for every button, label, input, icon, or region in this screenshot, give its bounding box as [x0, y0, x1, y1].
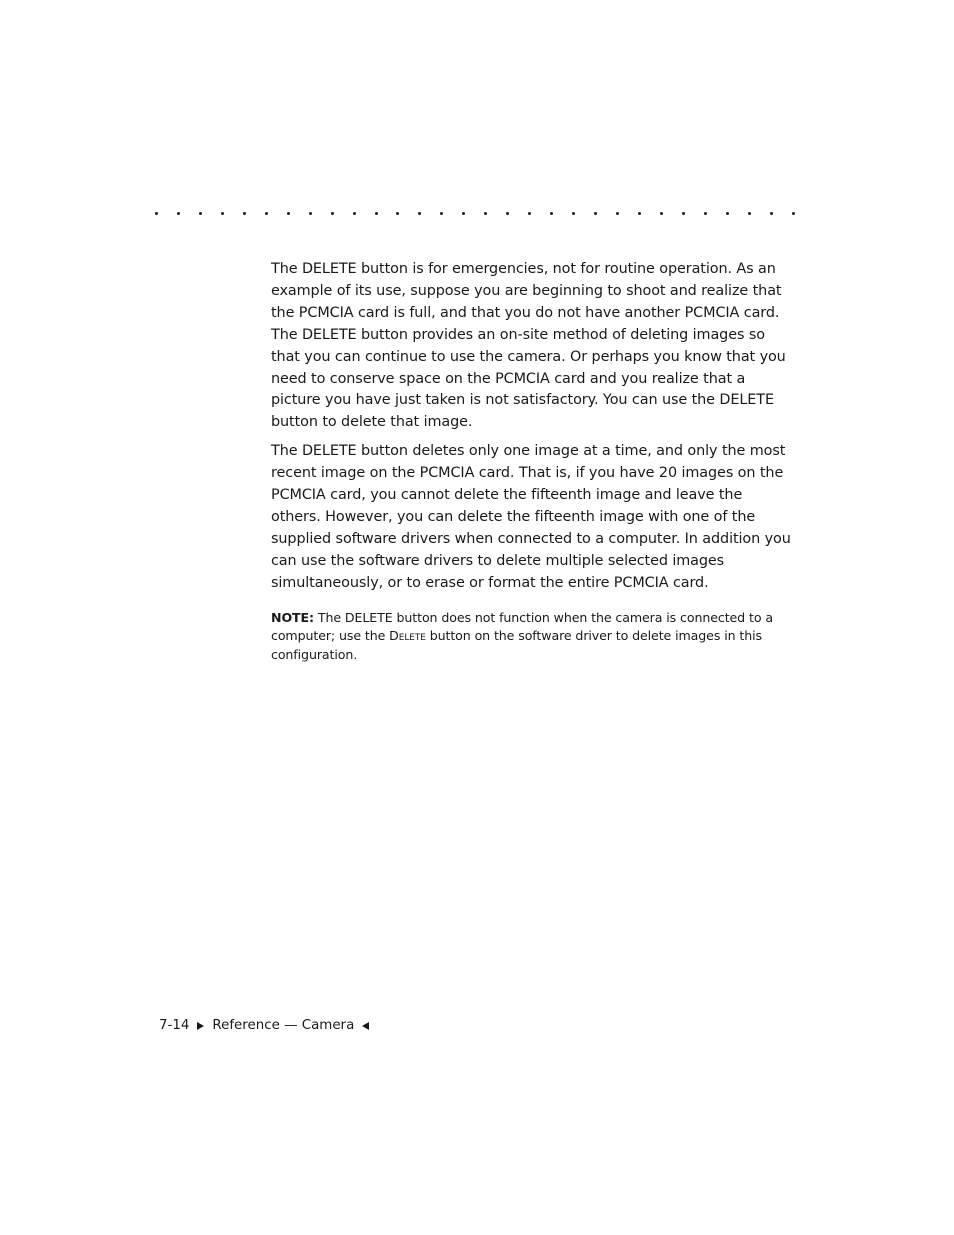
- page-footer: [159, 1016, 377, 1036]
- rule-dot: [199, 212, 202, 215]
- paragraph-delete-purpose: The DELETE button is for emergencies, not for routine operation. As an example of its use, suppose you are beginning to shoot and realize that the PCMCIA card is full, and that you do not have another PCMCIA card. The DELETE button provides an on-site method of deleting images so that you can continue to use the camera. Or perhaps you know that you need to conserve space on the PCMCIA card and you realize that a picture you have just taken is not satisfactory. You can use the DELETE button to delete that image.: [271, 261, 786, 431]
- note-text-before: The DELETE button does not function when the camera is connected to a computer; use the: [271, 609, 773, 644]
- page-number: 7-14: [159, 1018, 190, 1033]
- rule-dot: [484, 212, 487, 215]
- rule-dot: [528, 212, 531, 215]
- footer-section-title: Reference — Camera: [212, 1018, 355, 1033]
- rule-dot: [792, 212, 795, 215]
- rule-dot: [550, 212, 553, 215]
- note-label: NOTE:: [271, 609, 314, 625]
- note-text-after: button on the software driver to delete images in this configuration.: [271, 628, 762, 662]
- rule-dot: [572, 212, 575, 215]
- rule-dot: [770, 212, 773, 215]
- rule-dot: [177, 212, 180, 215]
- rule-dot: [221, 212, 224, 215]
- rule-dot: [375, 212, 378, 215]
- paragraph-delete-limits: The DELETE button deletes only one image at a time, and only the most recent image on the PCMCIA card. That is, if you have 20 images on the PCMCIA card, you cannot delete the fifteenth image and leave the others. However, you can delete the fifteenth image with one of the supplied software drivers when connected to a computer. In addition you can use the software drivers to delete multiple selected images simultaneously, or to erase or format the entire PCMCIA card.: [271, 443, 791, 591]
- note: [271, 609, 795, 665]
- rule-dot: [243, 212, 246, 215]
- rule-dot: [309, 212, 312, 215]
- rule-dot: [396, 212, 399, 215]
- rule-dot: [331, 212, 334, 215]
- rule-dot: [638, 212, 641, 215]
- rule-dot: [440, 212, 443, 215]
- rule-dot: [287, 212, 290, 215]
- rule-dot: [660, 212, 663, 215]
- rule-dot: [155, 212, 158, 215]
- rule-dot: [682, 212, 685, 215]
- rule-dot: [353, 212, 356, 215]
- triangle-right-icon: [197, 1022, 204, 1030]
- rule-dot: [462, 212, 465, 215]
- triangle-left-icon: [362, 1022, 369, 1030]
- rule-dot: [616, 212, 619, 215]
- rule-dot: [704, 212, 707, 215]
- rule-dot: [418, 212, 421, 215]
- body-text: [271, 259, 795, 664]
- rule-dot: [594, 212, 597, 215]
- note-delete-smallcaps: Delete: [389, 628, 426, 644]
- rule-dot: [726, 212, 729, 215]
- rule-dot: [506, 212, 509, 215]
- dotted-rule: [155, 205, 795, 221]
- rule-dot: [748, 212, 751, 215]
- rule-dot: [265, 212, 268, 215]
